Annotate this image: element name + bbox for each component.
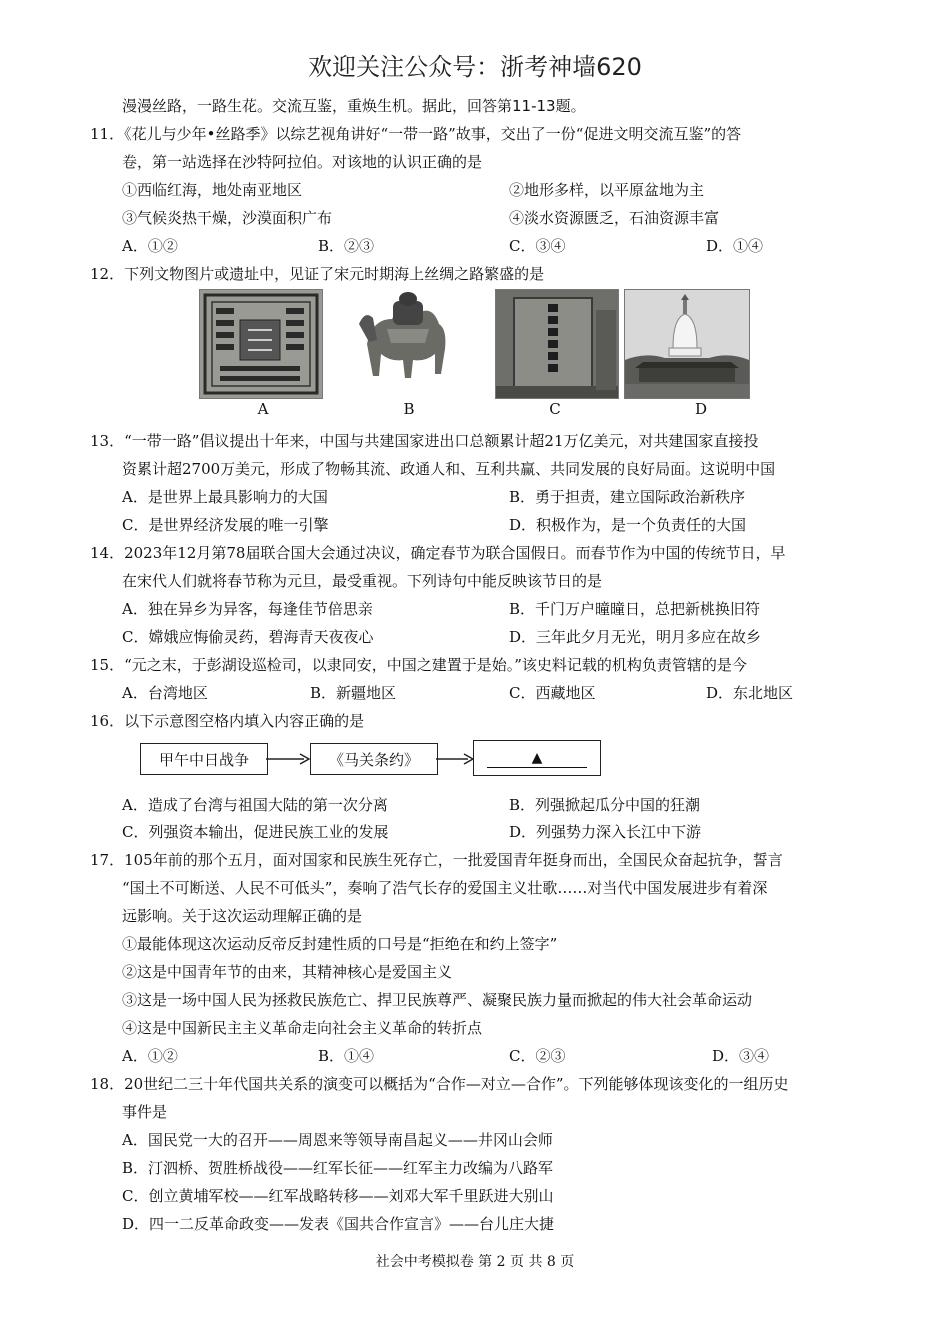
q11-statement-3: ③气候炎热干燥，沙漠面积广布 bbox=[122, 209, 333, 227]
q16-option-c: C．列强资本输出，促进民族工业的发展 bbox=[122, 823, 389, 841]
image-b-camel-figurine bbox=[347, 289, 469, 397]
q11-statement-1: ①西临红海，地处南亚地区 bbox=[122, 181, 303, 199]
q14-text1: 2023年12月第78届联合国大会通过决议，确定春节为联合国假日。而春节作为中国的传统节日，早 bbox=[124, 544, 786, 562]
q15-stem bbox=[90, 655, 747, 675]
intro-text: 漫漫丝路，一路生花。交流互鉴，重焕生机。据此，回答第11-13题。 bbox=[122, 97, 586, 115]
q14-number: 14． bbox=[90, 544, 125, 562]
q16-option-d: D．列强势力深入长江中下游 bbox=[509, 823, 702, 841]
image-d-caption: D bbox=[694, 400, 708, 418]
flow-arrow-2 bbox=[436, 750, 474, 768]
q18-option-b: B．汀泗桥、贺胜桥战役——红军长征——红军主力改编为八路军 bbox=[122, 1159, 554, 1177]
q11-option-d: D．①④ bbox=[706, 237, 764, 255]
q12-stem bbox=[90, 264, 544, 284]
q14-option-b: B．千门万户曈曈日，总把新桃换旧符 bbox=[509, 600, 761, 618]
q14-stem-line2: 在宋代人们就将春节称为元旦，最受重视。下列诗句中能反映该节日的是 bbox=[122, 572, 603, 590]
q12-text: 下列文物图片或遗址中，见证了宋元时期海上丝绸之路繁盛的是 bbox=[124, 265, 545, 283]
q15-option-b: B．新疆地区 bbox=[310, 684, 397, 702]
blank-triangle-marker: ▲ bbox=[487, 749, 587, 768]
q11-stem-line2: 卷，第一站选择在沙特阿拉伯。对该地的认识正确的是 bbox=[122, 153, 483, 171]
q16-number: 16． bbox=[90, 712, 125, 730]
q16-option-b: B．列强掀起瓜分中国的狂潮 bbox=[509, 796, 701, 814]
q13-option-d: D．积极作为，是一个负责任的大国 bbox=[509, 516, 747, 534]
q15-number: 15． bbox=[90, 656, 125, 674]
q14-option-a: A．独在异乡为异客，每逢佳节倍思亲 bbox=[122, 600, 373, 618]
q18-option-a: A．国民党一大的召开——周恩来等领导南昌起义——井冈山会师 bbox=[122, 1131, 553, 1149]
q13-option-a: A．是世界上最具影响力的大国 bbox=[122, 488, 328, 506]
q17-stem-line2: “国土不可断送、人民不可低头”，奏响了浩气长存的爱国主义壮歌……对当代中国发展进步有着深 bbox=[122, 879, 768, 897]
q11-text1: 《花儿与少年•丝路季》以综艺视角讲好“一带一路”故事，交出了一份“促进文明交流互鉴”的答 bbox=[124, 125, 742, 143]
q13-number: 13． bbox=[90, 432, 125, 450]
q16-stem bbox=[90, 711, 364, 731]
flow-box-sino-japanese-war: 甲午中日战争 bbox=[140, 743, 268, 775]
q17-text1: 105年前的那个五月，面对国家和民族生死存亡，一批爱国青年挺身而出，全国民众奋起抗争，誓言 bbox=[124, 851, 783, 869]
q18-text1: 20世纪二三十年代国共关系的演变可以概括为“合作—对立—合作”。下列能够体现该变化的一组历史 bbox=[124, 1075, 789, 1093]
q13-stem-line2: 资累计超2700万美元，形成了物畅其流、政通人和、互利共赢、共同发展的良好局面。这说明中国 bbox=[122, 460, 776, 478]
q11-number: 11． bbox=[90, 125, 125, 143]
q17-statement-4: ④这是中国新民主主义革命走向社会主义革命的转折点 bbox=[122, 1019, 483, 1037]
q15-option-a: A．台湾地区 bbox=[122, 684, 208, 702]
image-c-stone-stele bbox=[495, 289, 619, 399]
q17-statement-2: ②这是中国青年节的由来，其精神核心是爱国主义 bbox=[122, 963, 453, 981]
q17-option-a: A．①② bbox=[122, 1047, 178, 1065]
q13-text1: “一带一路”倡议提出十年来，中国与共建国家进出口总额累计超21万亿美元，对共建国家直接投 bbox=[124, 432, 759, 450]
flow-box-treaty-shimonoseki: 《马关条约》 bbox=[310, 743, 438, 775]
q17-stem-line1 bbox=[90, 850, 783, 870]
image-d-white-pagoda bbox=[624, 289, 750, 399]
image-c-caption: C bbox=[549, 400, 561, 418]
q18-number: 18． bbox=[90, 1075, 125, 1093]
q13-option-c: C．是世界经济发展的唯一引擎 bbox=[122, 516, 329, 534]
q11-option-a: A．①② bbox=[122, 237, 178, 255]
q15-option-d: D．东北地区 bbox=[706, 684, 794, 702]
q11-statement-2: ②地形多样，以平原盆地为主 bbox=[509, 181, 705, 199]
page-footer: 社会中考模拟卷 第 2 页 共 8 页 bbox=[375, 1254, 575, 1270]
q18-stem-line2: 事件是 bbox=[122, 1103, 168, 1121]
q18-option-c: C．创立黄埔军校——红军战略转移——刘邓大军千里跃进大别山 bbox=[122, 1187, 554, 1205]
q16-option-a: A．造成了台湾与祖国大陆的第一次分离 bbox=[122, 796, 388, 814]
q17-option-c: C．②③ bbox=[509, 1047, 566, 1065]
q15-option-c: C．西藏地区 bbox=[509, 684, 596, 702]
image-a-caption: A bbox=[257, 400, 269, 418]
q17-stem-line3: 远影响。关于这次运动理解正确的是 bbox=[122, 907, 363, 925]
image-b-caption: B bbox=[403, 400, 415, 418]
q17-statement-1: ①最能体现这次运动反帝反封建性质的口号是“拒绝在和约上签字” bbox=[122, 935, 558, 953]
q11-option-b: B．②③ bbox=[318, 237, 375, 255]
q17-statement-3: ③这是一场中国人民为拯救民族危亡、捍卫民族尊严、凝聚民族力量而掀起的伟大社会革命运动 bbox=[122, 991, 753, 1009]
q13-stem-line1 bbox=[90, 431, 759, 451]
q12-number: 12． bbox=[90, 265, 125, 283]
q14-option-c: C．嫦娥应悔偷灵药，碧海青天夜夜心 bbox=[122, 628, 374, 646]
image-a-paper-money bbox=[199, 289, 323, 399]
q11-option-c: C．③④ bbox=[509, 237, 566, 255]
flow-arrow-1 bbox=[266, 750, 310, 768]
q14-option-d: D．三年此夕月无光，明月多应在故乡 bbox=[509, 628, 762, 646]
q11-statement-4: ④淡水资源匮乏，石油资源丰富 bbox=[509, 209, 720, 227]
q15-text1: “元之末，于彭湖设巡检司，以隶同安，中国之建置于是始。”该史料记载的机构负责管辖的是今 bbox=[124, 656, 747, 674]
q18-option-d: D．四一二反革命政变——发表《国共合作宣言》——台儿庄大捷 bbox=[122, 1215, 555, 1233]
q17-number: 17． bbox=[90, 851, 125, 869]
q17-option-b: B．①④ bbox=[318, 1047, 375, 1065]
q13-option-b: B．勇于担责，建立国际政治新秩序 bbox=[509, 488, 746, 506]
q16-text1: 以下示意图空格内填入内容正确的是 bbox=[124, 712, 365, 730]
q11-stem-line1 bbox=[90, 124, 741, 144]
q18-stem-line1 bbox=[90, 1074, 789, 1094]
q17-option-d: D．③④ bbox=[712, 1047, 770, 1065]
page-header: 欢迎关注公众号：浙考神墙620 bbox=[308, 53, 642, 81]
flow-box-blank bbox=[473, 740, 601, 776]
q14-stem-line1 bbox=[90, 543, 785, 563]
